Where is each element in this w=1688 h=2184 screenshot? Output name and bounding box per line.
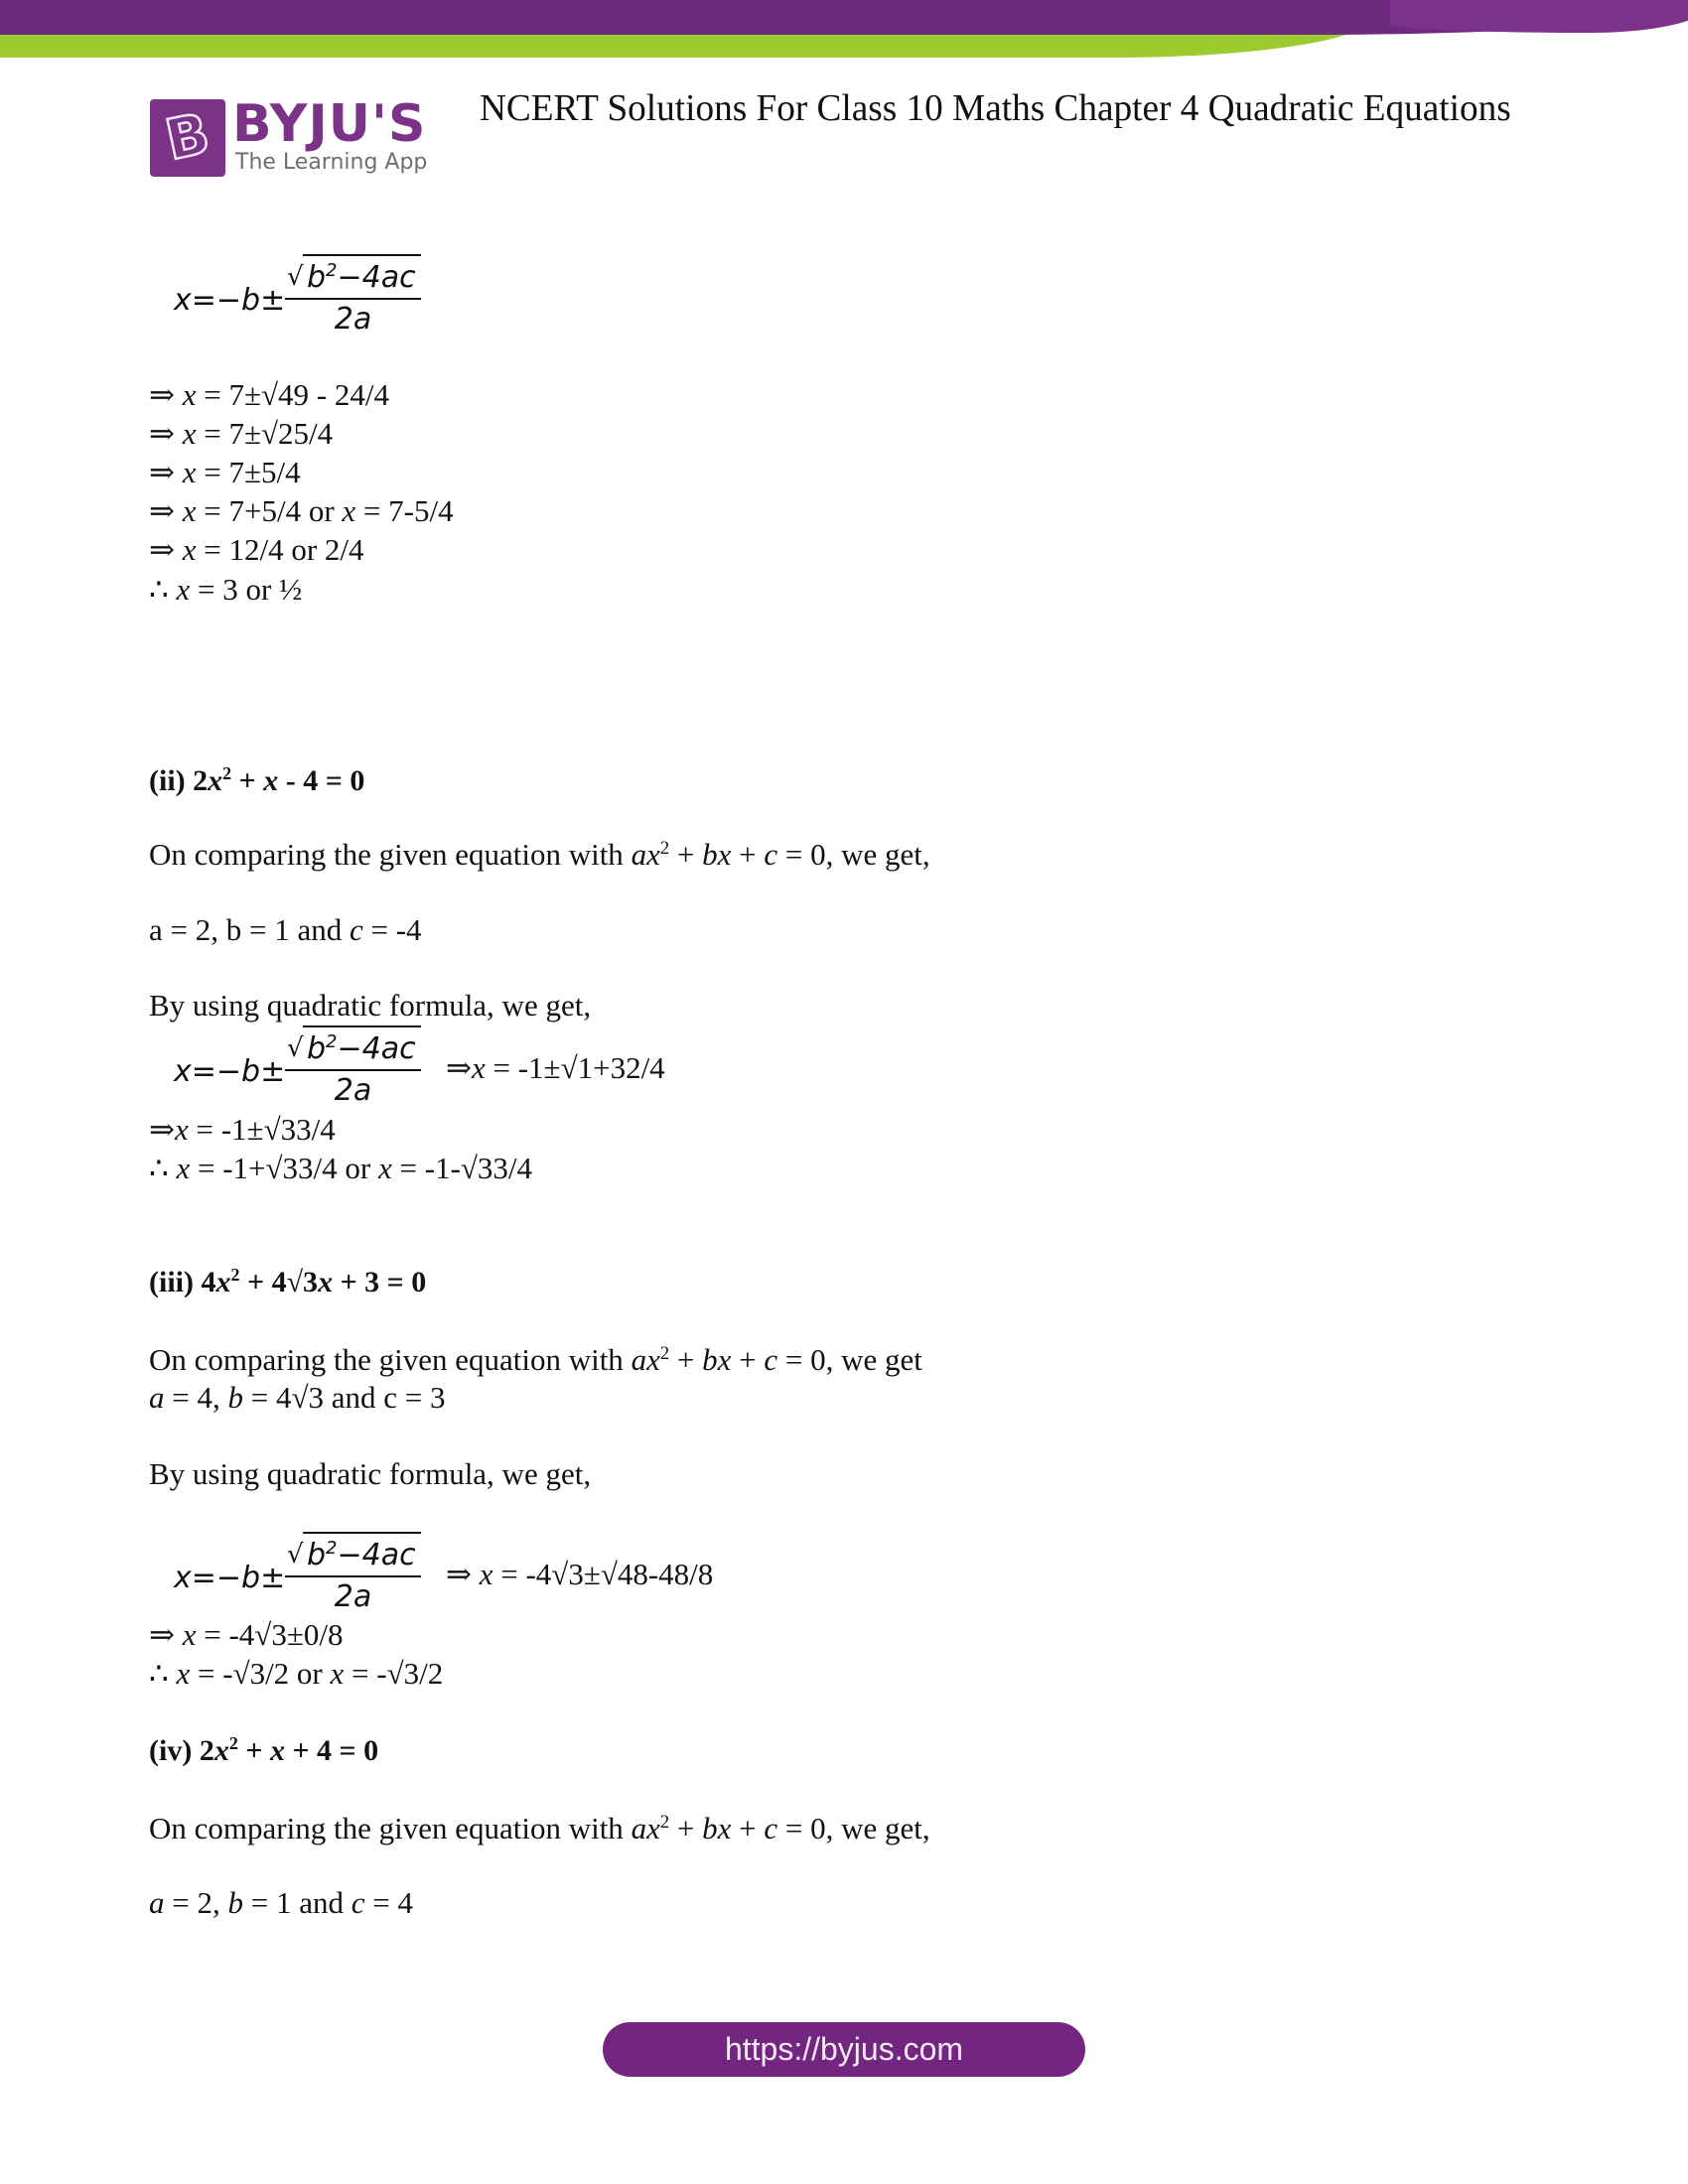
step-line — [149, 1656, 443, 1692]
step-text: = 7+5/4 or — [196, 493, 343, 528]
var-x: x — [215, 1266, 231, 1298]
plus: + — [731, 1342, 765, 1377]
formula-numerator — [285, 1024, 421, 1066]
var-x: x — [646, 1342, 660, 1377]
comparison-line — [149, 1811, 930, 1846]
var-x: x — [174, 1112, 189, 1147]
var-b: b — [227, 1885, 243, 1920]
formula-substitution — [446, 1050, 665, 1086]
question-heading-iii — [149, 1265, 426, 1300]
comparison-text: On comparing the given equation with — [149, 1342, 632, 1377]
equals-zero: = 0 — [777, 1342, 826, 1377]
comparison-line — [149, 837, 930, 873]
comparison-suffix: , we get — [825, 1342, 922, 1377]
sqrt-overline — [303, 1532, 421, 1534]
exponent: 2 — [659, 837, 670, 859]
var-a: a — [631, 837, 647, 872]
plus: + — [669, 1811, 703, 1845]
var-x: x — [182, 416, 197, 451]
implies-symbol: ⇒ — [149, 455, 175, 489]
var-x: x — [182, 532, 197, 567]
heading-text: + 4 = 0 — [284, 1734, 379, 1767]
var-x: x — [176, 1151, 191, 1185]
var-x: x — [213, 1734, 229, 1767]
var-x: x — [646, 1811, 660, 1845]
formula-lhs: x=−b± — [174, 1054, 286, 1089]
var-a: a — [149, 1885, 165, 1920]
var-x: x — [717, 1811, 732, 1845]
exponent: 2 — [230, 1265, 240, 1286]
var-x: x — [182, 455, 197, 489]
var-x: x — [182, 1617, 197, 1652]
var-c: c — [764, 1811, 778, 1845]
comparison-line — [149, 1342, 922, 1378]
step-text: = 3 or ½ — [190, 572, 303, 607]
implies-symbol: ⇒ — [149, 416, 175, 451]
var-b: b — [702, 837, 718, 872]
formula-b: b — [307, 1538, 327, 1572]
implies-symbol: ⇒ — [149, 532, 175, 567]
var-x: x — [182, 377, 197, 412]
step-text: = -1±√33/4 — [188, 1112, 336, 1147]
step-line — [149, 1151, 532, 1186]
footer-url-link[interactable]: https://byjus.com — [603, 2022, 1085, 2077]
step-line — [149, 493, 454, 529]
formula-radicand — [307, 1029, 416, 1069]
var-x: x — [318, 1266, 334, 1298]
step-text: = -√3/2 — [344, 1656, 444, 1691]
exponent: 2 — [659, 1811, 670, 1833]
implies-symbol: ⇒ — [149, 493, 175, 528]
formula-numerator — [285, 253, 421, 295]
quadratic-formula — [174, 1531, 432, 1620]
formula-lhs: x=−b± — [174, 1561, 286, 1595]
step-text: = 12/4 or 2/4 — [196, 532, 364, 567]
quadratic-formula — [174, 253, 432, 342]
comparison-suffix: , we get, — [825, 837, 930, 872]
plus: + — [731, 837, 765, 872]
var-x: x — [208, 764, 223, 797]
coefficient-text: = 4 — [364, 1885, 413, 1920]
var-x: x — [176, 1656, 191, 1691]
var-c: c — [349, 912, 363, 947]
coefficients-line — [149, 1380, 445, 1416]
var-a: a — [631, 1342, 647, 1377]
heading-text: + — [237, 1734, 270, 1767]
sqrt-overline — [303, 254, 421, 256]
heading-label: (iii) 4 — [149, 1266, 216, 1298]
step-line — [149, 416, 333, 452]
step-text: = -4√3±√48-48/8 — [492, 1557, 714, 1591]
step-text: = -1-√33/4 — [391, 1151, 533, 1185]
step-text: = -4√3±0/8 — [196, 1617, 344, 1652]
therefore-symbol: ∴ — [149, 1656, 177, 1691]
implies-symbol: ⇒ — [446, 1050, 472, 1085]
implies-symbol: ⇒ — [149, 1617, 183, 1652]
step-line — [149, 1617, 343, 1653]
comparison-text: On comparing the given equation with — [149, 1811, 632, 1845]
plus: + — [669, 837, 703, 872]
formula-denominator: 2a — [334, 1073, 372, 1108]
var-b: b — [702, 1342, 718, 1377]
coefficient-text: = 1 and — [242, 1885, 352, 1920]
logo-mark-letter: B — [160, 101, 215, 174]
step-text: = -1+√33/4 or — [190, 1151, 378, 1185]
var-x: x — [479, 1557, 493, 1591]
coefficient-text: = 4, — [164, 1380, 228, 1415]
implies-symbol: ⇒ — [446, 1557, 480, 1591]
heading-label: (iv) 2 — [149, 1734, 214, 1767]
sqrt-overline — [303, 1025, 421, 1027]
question-heading-ii — [149, 763, 364, 799]
coefficient-text: = -4 — [362, 912, 422, 947]
formula-intro: By using quadratic formula, we get, — [149, 988, 592, 1023]
var-x: x — [471, 1050, 486, 1085]
formula-exp: 2 — [326, 1031, 338, 1053]
exponent: 2 — [659, 1342, 670, 1364]
var-x: x — [330, 1656, 345, 1691]
var-a: a — [631, 1811, 647, 1845]
formula-rest: −4ac — [337, 1031, 416, 1066]
logo-mark-icon — [150, 99, 225, 177]
header-band — [0, 0, 1688, 62]
logo-wordmark: BYJU'S — [232, 94, 427, 154]
formula-denominator: 2a — [334, 1579, 372, 1614]
heading-label: (ii) 2 — [149, 764, 209, 797]
formula-b: b — [307, 260, 327, 295]
var-x: x — [182, 493, 197, 528]
therefore-symbol: ∴ — [149, 572, 177, 607]
step-text: = 7±√49 - 24/4 — [196, 377, 389, 412]
formula-rest: −4ac — [337, 1538, 416, 1572]
formula-b: b — [307, 1031, 327, 1066]
therefore-symbol: ∴ — [149, 1151, 177, 1185]
formula-denominator: 2a — [334, 302, 372, 337]
var-x: x — [646, 837, 660, 872]
formula-substitution — [446, 1557, 713, 1592]
step-text: = 7-5/4 — [355, 493, 454, 528]
header-purple-accent — [1390, 0, 1688, 33]
heading-text: - 4 = 0 — [278, 764, 365, 797]
step-line — [149, 572, 302, 608]
coefficients-line — [149, 1885, 413, 1921]
var-b: b — [227, 1380, 243, 1415]
var-x: x — [263, 764, 279, 797]
step-line — [149, 532, 364, 568]
step-line — [149, 1112, 336, 1148]
var-b: b — [702, 1811, 718, 1845]
formula-radicand — [307, 1536, 416, 1575]
var-x: x — [378, 1151, 392, 1185]
step-text: = 7±5/4 — [196, 455, 301, 489]
coefficient-text: a = 2, b = 1 and — [149, 912, 350, 947]
var-x: x — [176, 572, 191, 607]
step-text: = -√3/2 or — [190, 1656, 331, 1691]
heading-text: + 4√3 — [239, 1266, 319, 1298]
formula-rest: −4ac — [337, 260, 416, 295]
step-line — [149, 377, 389, 413]
sqrt-icon: √ — [287, 262, 304, 292]
exponent: 2 — [228, 1733, 238, 1754]
var-x: x — [342, 493, 356, 528]
var-c: c — [764, 837, 778, 872]
step-text: = -1±√1+32/4 — [485, 1050, 665, 1085]
coefficient-text: = 2, — [164, 1885, 228, 1920]
sqrt-icon: √ — [287, 1033, 304, 1063]
heading-text: + 3 = 0 — [333, 1266, 427, 1298]
var-x: x — [717, 837, 732, 872]
step-text: = 7±√25/4 — [196, 416, 334, 451]
equals-zero: = 0 — [777, 1811, 826, 1845]
var-x: x — [269, 1734, 285, 1767]
heading-text: + — [231, 764, 264, 797]
formula-exp: 2 — [326, 1538, 338, 1560]
step-line — [149, 455, 301, 490]
formula-exp: 2 — [326, 260, 338, 282]
comparison-text: On comparing the given equation with — [149, 837, 632, 872]
plus: + — [669, 1342, 703, 1377]
var-c: c — [764, 1342, 778, 1377]
implies-symbol: ⇒ — [149, 377, 175, 412]
coefficients-line — [149, 912, 422, 948]
var-a: a — [149, 1380, 165, 1415]
var-c: c — [351, 1885, 365, 1920]
implies-symbol: ⇒ — [149, 1112, 175, 1147]
comparison-suffix: , we get, — [825, 1811, 930, 1845]
page-title: NCERT Solutions For Class 10 Maths Chapter 4 Quadratic Equations — [480, 87, 1511, 129]
formula-numerator — [285, 1531, 421, 1572]
sqrt-icon: √ — [287, 1540, 304, 1570]
exponent: 2 — [222, 763, 232, 784]
coefficient-text: = 4√3 and c = 3 — [242, 1380, 446, 1415]
formula-intro: By using quadratic formula, we get, — [149, 1456, 592, 1491]
plus: + — [731, 1811, 765, 1845]
equals-zero: = 0 — [777, 837, 826, 872]
fraction-bar — [285, 1575, 421, 1577]
question-heading-iv — [149, 1733, 378, 1769]
quadratic-formula — [174, 1024, 432, 1114]
fraction-bar — [285, 298, 421, 300]
var-x: x — [717, 1342, 732, 1377]
fraction-bar — [285, 1069, 421, 1071]
logo-tagline: The Learning App — [235, 150, 428, 175]
formula-lhs: x=−b± — [174, 283, 286, 318]
formula-radicand — [307, 258, 416, 298]
